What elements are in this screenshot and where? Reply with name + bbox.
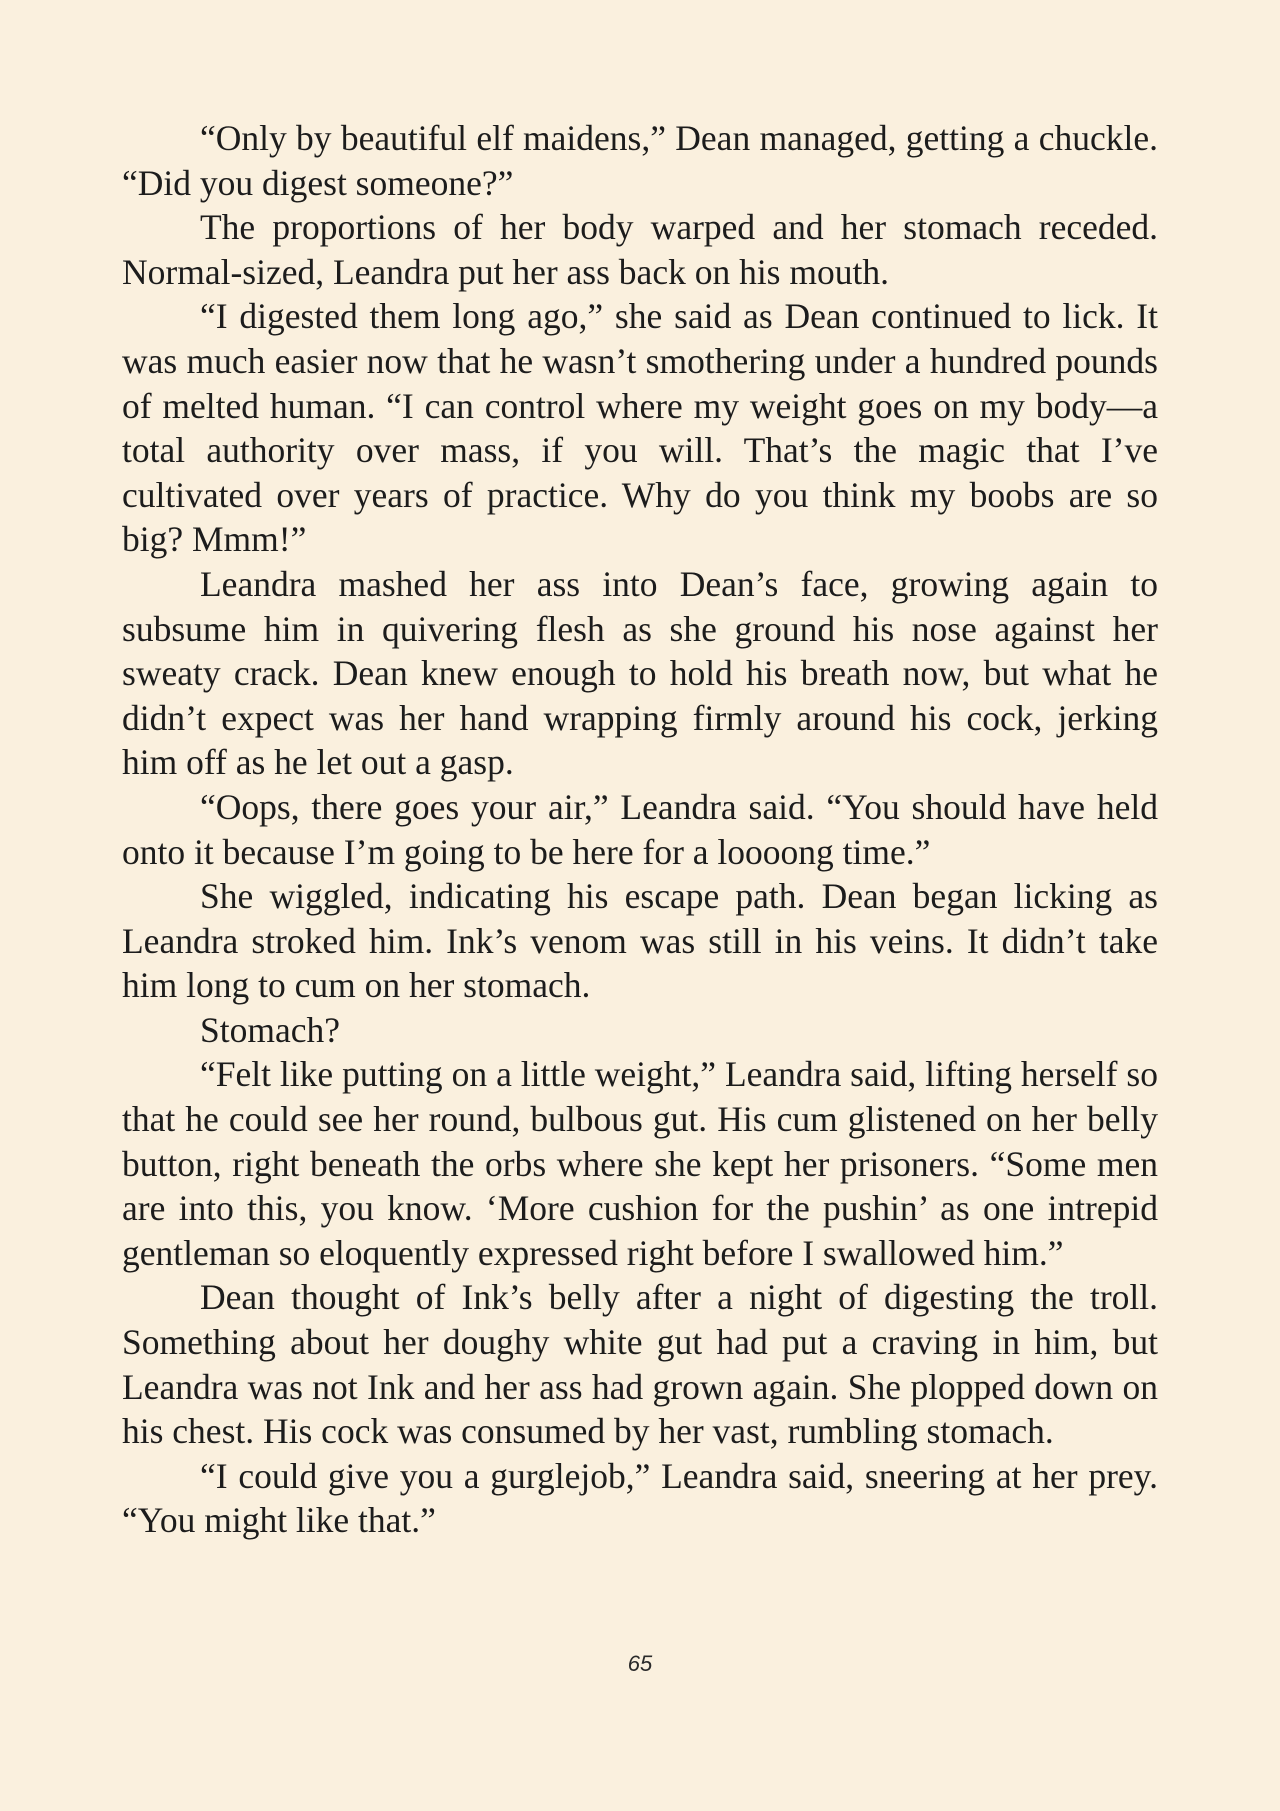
paragraph-1: “Only by beautiful elf maidens,” Dean managed, getting a chuckle. “Did you digest someone?” — [122, 118, 1158, 203]
paragraph-5: “Oops, there goes your air,” Leandra said. “You should have held onto it because I’m going to be here for a loooong time.” — [122, 786, 1158, 872]
paragraph-9: Dean thought of Ink’s belly after a night of digesting the troll. Something about her doughy white gut had put a craving in him, but Leandra was not Ink and her ass had grown again. She plopped down on his chest. His cock was consumed by her vast, rumbling stomach. — [122, 1277, 1158, 1452]
paragraph-10: “I could give you a gurglejob,” Leandra said, sneering at her prey. “You might like that.” — [122, 1455, 1158, 1541]
paragraph-6: She wiggled, indicating his escape path. Dean began licking as Leandra stroked him. Ink’s venom was still in his veins. It didn’t take him long to cum on her stomach. — [122, 876, 1158, 1006]
paragraph-7: Stomach? — [200, 1009, 340, 1050]
paragraph-4: Leandra mashed her ass into Dean’s face, growing again to subsume him in quivering flesh as she ground his nose against her sweaty crack. Dean knew enough to hold his breath now, but what he didn’t expect was her hand wrapping firmly around his cock, jerking him off as he let out a gasp. — [122, 563, 1158, 783]
page-body — [122, 116, 1158, 1543]
paragraph-3: “I digested them long ago,” she said as Dean continued to lick. It was much easier now that he wasn’t smothering under a hundred pounds of melted human. “I can control where my weight goes on my body—a total authority over mass, if you will. That’s the magic that I’ve cultivated over years of practice. Why do you think my boobs are so big? Mmm!” — [122, 296, 1158, 560]
paragraph-8: “Felt like putting on a little weight,” Leandra said, lifting herself so that he could see her round, bulbous gut. His cum glistened on her belly button, right beneath the orbs where she kept her prisoners. “Some men are into this, you know. ‘More cushion for the pushin’ as one intrepid gentleman so eloquently expressed right before I swallowed him.” — [122, 1054, 1158, 1273]
paragraph-2: The proportions of her body warped and her stomach receded. Normal-sized, Leandra put her ass back on his mouth. — [122, 207, 1158, 292]
page-number: 65 — [627, 1651, 653, 1676]
